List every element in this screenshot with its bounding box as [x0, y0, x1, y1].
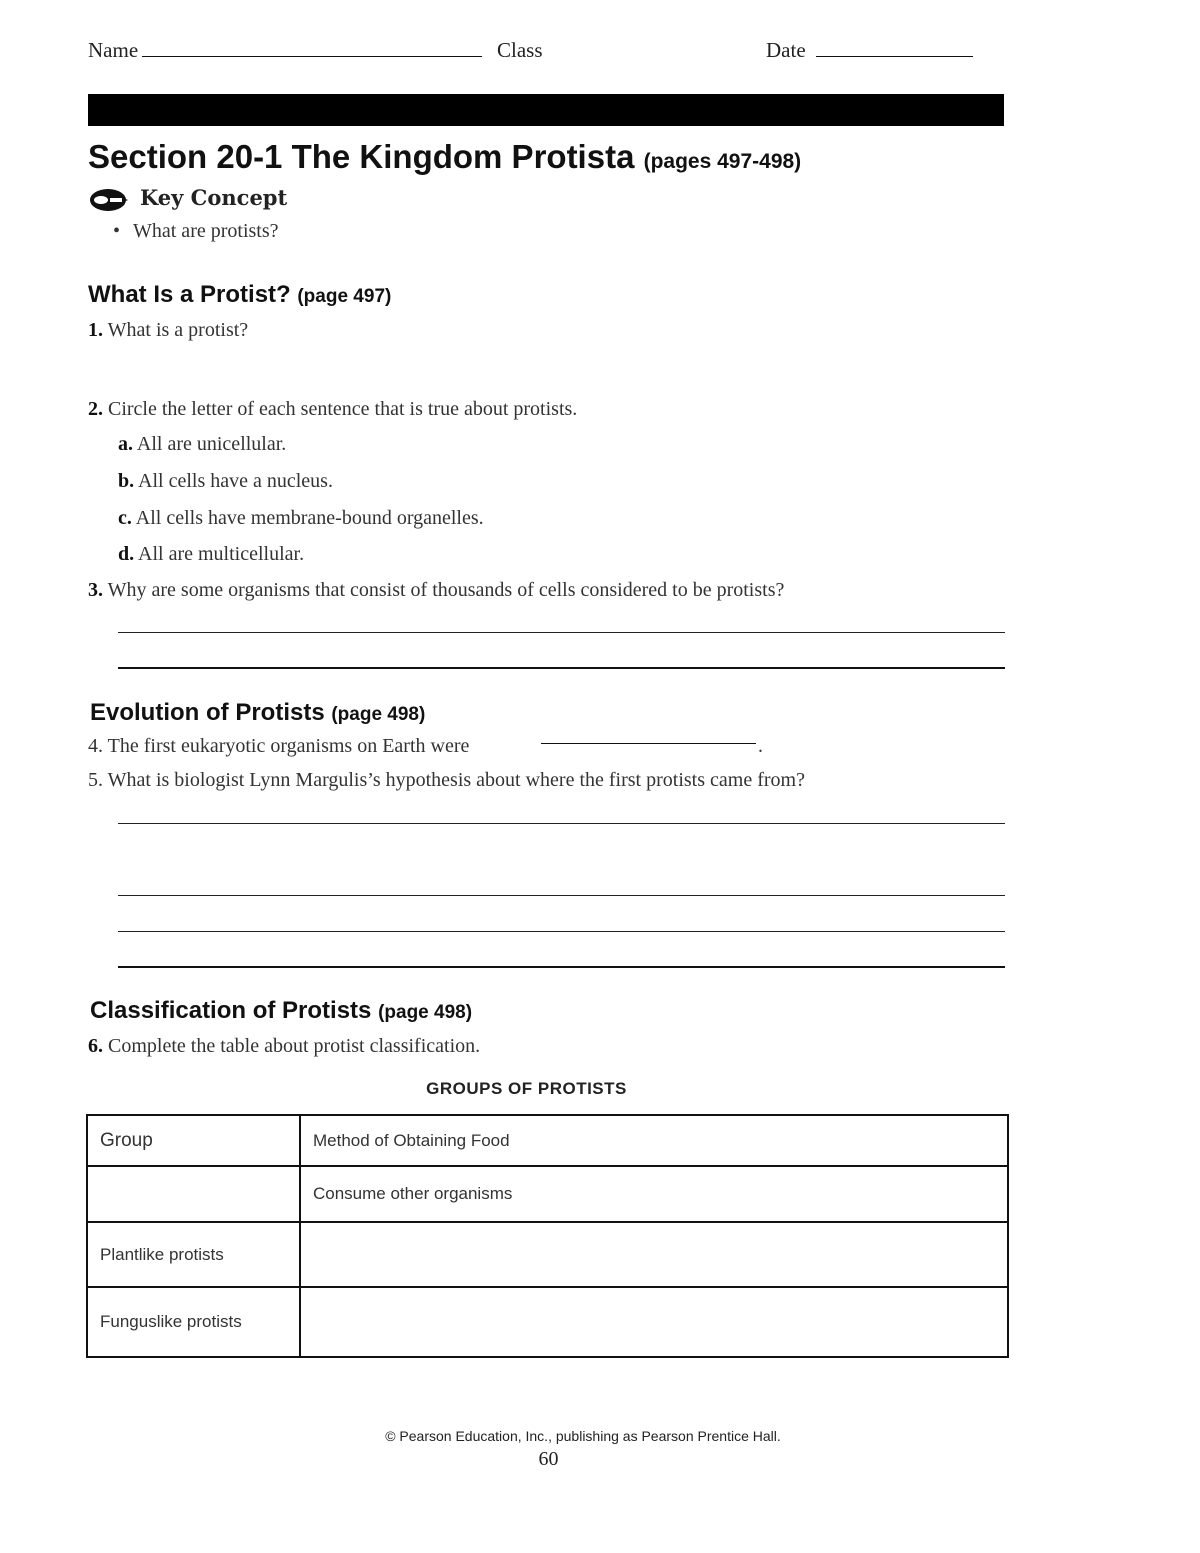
heading-classification-of-protists: [90, 997, 472, 1025]
option-a[interactable]: [118, 433, 286, 456]
question-text: What is a protist?: [107, 319, 249, 341]
answer-line[interactable]: [118, 895, 1005, 896]
key-concept-icon: [88, 186, 130, 214]
question-6: [88, 1035, 480, 1058]
question-number: 6.: [88, 1035, 103, 1057]
table-header-cell: Method of Obtaining Food: [300, 1115, 1008, 1166]
key-concept-question: What are protists?: [133, 220, 279, 242]
question-text: Why are some organisms that consist of thousands of cells considered to be protists?: [107, 579, 785, 601]
table-cell-method: Consume other organisms: [300, 1166, 1008, 1222]
question-4: [88, 735, 469, 758]
heading-what-is-a-protist: [88, 281, 391, 309]
fill-in-blank[interactable]: [541, 743, 756, 744]
question-3: [88, 579, 784, 602]
header-bar: [88, 94, 1004, 126]
option-text: All are unicellular.: [136, 433, 287, 455]
answer-line[interactable]: [118, 823, 1005, 824]
table-cell-group: Plantlike protists: [87, 1222, 300, 1287]
option-letter: c.: [118, 507, 132, 529]
option-text: All cells have a nucleus.: [138, 470, 333, 492]
question-text: Complete the table about protist classification.: [108, 1035, 481, 1057]
question-text: Circle the letter of each sentence that is true about protists.: [108, 398, 578, 420]
table-header-row: [87, 1115, 1008, 1166]
option-letter: a.: [118, 433, 133, 455]
page-number: 60: [538, 1448, 559, 1470]
option-text: All cells have membrane-bound organelles.: [135, 507, 484, 529]
table-cell-method[interactable]: [300, 1222, 1008, 1287]
question-4-period: .: [758, 735, 763, 757]
name-label: Name: [88, 38, 139, 62]
option-d[interactable]: [118, 543, 304, 566]
answer-line[interactable]: [118, 966, 1005, 968]
key-concept-bullet: •: [113, 220, 121, 242]
question-2: [88, 398, 577, 421]
option-letter: b.: [118, 470, 135, 492]
table-cell-method[interactable]: [300, 1287, 1008, 1357]
option-b[interactable]: [118, 470, 333, 493]
option-text: All are multicellular.: [138, 543, 305, 565]
date-label: Date: [766, 38, 806, 62]
table-title: GROUPS OF PROTISTS: [426, 1079, 627, 1098]
key-concept-label: Key Concept: [140, 185, 288, 210]
table-header-cell: Group: [87, 1115, 300, 1166]
date-field[interactable]: [816, 56, 973, 57]
section-pages: (pages 497-498): [643, 150, 802, 173]
question-number: 2.: [88, 398, 103, 420]
question-number: 3.: [88, 579, 103, 601]
class-label: Class: [497, 38, 543, 62]
table-row: [87, 1222, 1008, 1287]
section-title: [88, 138, 801, 176]
heading-text: Evolution of Protists: [90, 699, 325, 726]
heading-pages: (page 497): [297, 286, 392, 307]
heading-text: What Is a Protist?: [88, 281, 291, 308]
table-cell-group: Funguslike protists: [87, 1287, 300, 1357]
question-number: 1.: [88, 319, 103, 341]
answer-line[interactable]: [118, 931, 1005, 932]
heading-pages: (page 498): [378, 1002, 473, 1023]
table-row: [87, 1287, 1008, 1357]
question-text: What is biologist Lynn Margulis’s hypothesis about where the first protists came from?: [107, 769, 805, 791]
table-cell-group[interactable]: [87, 1166, 300, 1222]
heading-pages: (page 498): [331, 704, 426, 725]
section-title-text: Section 20-1 The Kingdom Protista: [88, 138, 635, 175]
heading-text: Classification of Protists: [90, 997, 372, 1024]
name-field[interactable]: [142, 56, 482, 57]
groups-table: [86, 1114, 1009, 1358]
answer-line[interactable]: [118, 667, 1005, 669]
question-text: The first eukaryotic organisms on Earth were: [107, 735, 470, 757]
option-c[interactable]: [118, 507, 484, 530]
question-1: [88, 319, 248, 342]
answer-line[interactable]: [118, 632, 1005, 633]
question-number: 4.: [88, 735, 103, 757]
question-number: 5.: [88, 769, 103, 791]
question-5: [88, 769, 805, 792]
heading-evolution-of-protists: [90, 699, 425, 727]
table-row: [87, 1166, 1008, 1222]
option-letter: d.: [118, 543, 135, 565]
copyright-footer: © Pearson Education, Inc., publishing as Pearson Prentice Hall.: [385, 1428, 781, 1444]
